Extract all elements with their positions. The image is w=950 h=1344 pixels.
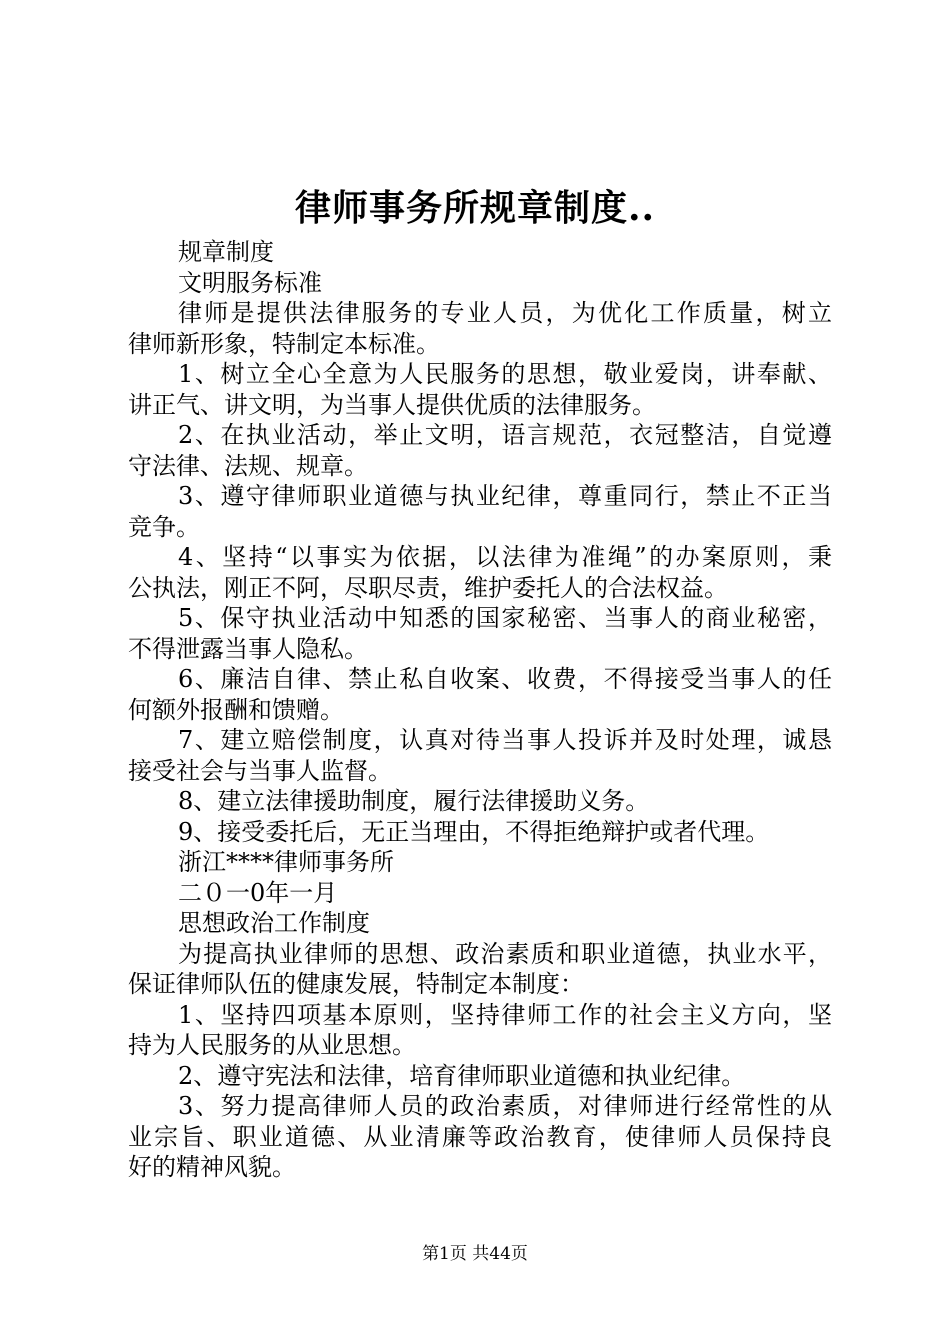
page-footer: 第1页 共44页 bbox=[422, 1244, 528, 1264]
body-line: 3、努力提高律师人员的政治素质，对律师进行经常性的从 bbox=[178, 1092, 832, 1120]
body-line: 讲正气、讲文明，为当事人提供优质的法律服务。 bbox=[128, 390, 656, 419]
body-line: 接受社会与当事人监督。 bbox=[128, 756, 392, 785]
body-line: 为提高执业律师的思想、政治素质和职业道德，执业水平， bbox=[178, 939, 832, 968]
body-line: 思想政治工作制度 bbox=[178, 909, 370, 937]
body-line: 9、接受委托后，无正当理由，不得拒绝辩护或者代理。 bbox=[178, 817, 770, 846]
body-line: 好的精神风貌。 bbox=[128, 1153, 296, 1181]
body-line: 4、坚持“以事实为依据，以法律为准绳”的办案原则，秉 bbox=[178, 543, 832, 571]
body-line: 1、坚持四项基本原则，坚持律师工作的社会主义方向，坚 bbox=[178, 1000, 832, 1029]
body-line: 文明服务标准 bbox=[178, 268, 322, 297]
body-line: 2、在执业活动，举止文明，语言规范，衣冠整洁，自觉遵 bbox=[178, 421, 832, 449]
body-line: 何额外报酬和馈赠。 bbox=[128, 695, 344, 724]
body-line: 2、遵守宪法和法律，培育律师职业道德和执业纪律。 bbox=[178, 1061, 746, 1090]
document-body bbox=[128, 237, 832, 1183]
body-line: 二０一0年一月 bbox=[178, 878, 338, 907]
body-line: 5、保守执业活动中知悉的国家秘密、当事人的商业秘密， bbox=[178, 604, 832, 632]
body-line: 竞争。 bbox=[128, 512, 200, 541]
body-line: 浙江****律师事务所 bbox=[178, 848, 394, 876]
body-line: 律师新形象，特制定本标准。 bbox=[128, 329, 440, 358]
body-line: 不得泄露当事人隐私。 bbox=[128, 634, 368, 663]
document-title: 律师事务所规章制度.. bbox=[294, 187, 656, 229]
body-line: 律师是提供法律服务的专业人员，为优化工作质量，树立 bbox=[178, 299, 832, 327]
body-line: 8、建立法律援助制度，履行法律援助义务。 bbox=[178, 787, 650, 815]
body-line: 3、遵守律师职业道德与执业纪律，尊重同行，禁止不正当 bbox=[178, 482, 832, 510]
body-line: 6、廉洁自律、禁止私自收案、收费，不得接受当事人的任 bbox=[178, 665, 832, 693]
body-line: 保证律师队伍的健康发展，特制定本制度： bbox=[128, 970, 584, 998]
body-line: 守法律、法规、规章。 bbox=[128, 451, 368, 480]
body-line: 7、建立赔偿制度，认真对待当事人投诉并及时处理，诚恳 bbox=[178, 726, 832, 754]
body-line: 持为人民服务的从业思想。 bbox=[128, 1031, 416, 1059]
body-line: 1、树立全心全意为人民服务的思想，敬业爱岗，讲奉献、 bbox=[178, 360, 832, 388]
body-line: 公执法，刚正不阿，尽职尽责，维护委托人的合法权益。 bbox=[128, 573, 728, 602]
body-line: 业宗旨、职业道德、从业清廉等政治教育，使律师人员保持良 bbox=[128, 1122, 832, 1151]
body-line: 规章制度 bbox=[178, 238, 274, 266]
